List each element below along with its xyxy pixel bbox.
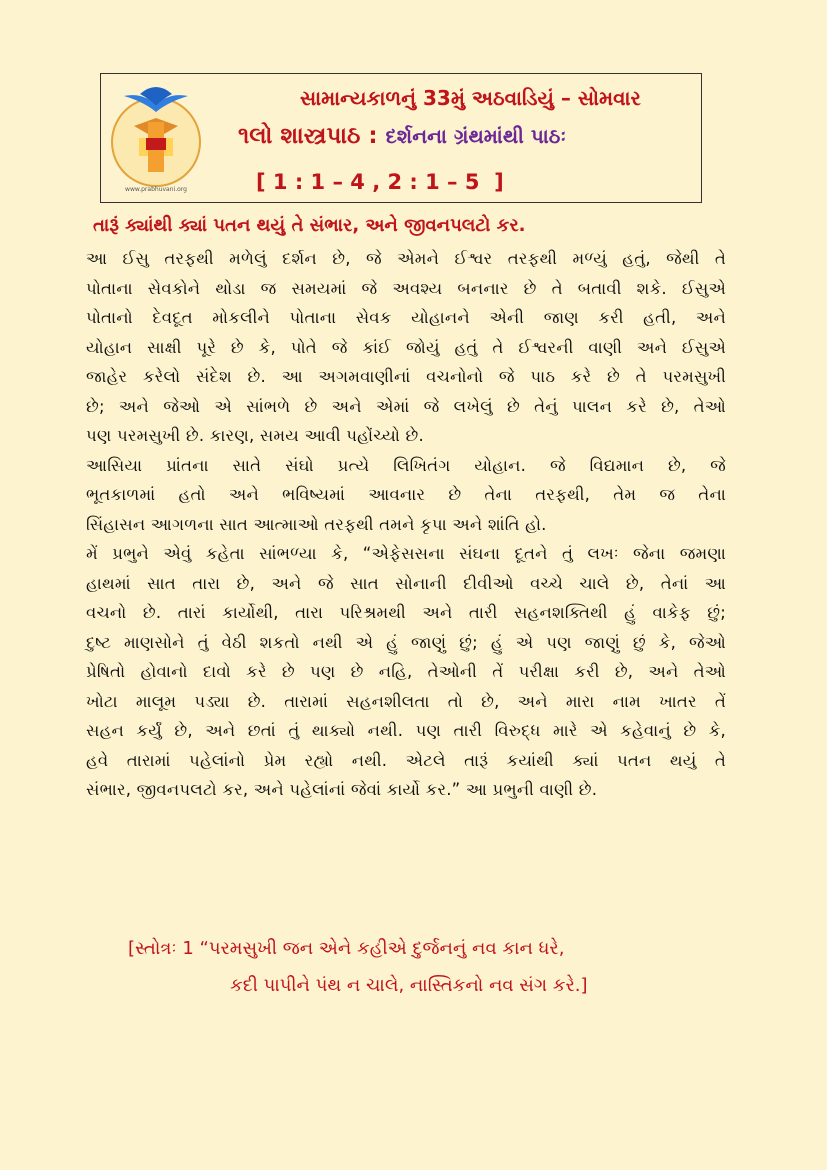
text-line: પણ પરમસુખી છે. કારણ, સમય આવી પહોંચ્યો છે.	[86, 426, 424, 445]
text-line: આ ઈસુ તરફથી મળેલું દર્શન છે, જે એમને ઈશ્વર તરફથી મળ્યું હતું, જેથી તે	[86, 249, 726, 268]
text-line: પોતાનો દેવદૂત મોકલીને પોતાના સેવક યોહાનને એની જાણ કરી હતી, અને	[86, 308, 726, 327]
psalm-line-1: [સ્તોત્રઃ 1 “પરમસુખી જન એને કહીએ દુર્જનનું નવ કાન ધરે,	[128, 938, 565, 959]
reading-body	[86, 244, 726, 805]
text-line: પોતાના સેવકોને થોડા જ સમયમાં જે અવશ્ય બનનાર છે તે બતાવી શકે. ઈસુએ	[86, 278, 726, 298]
text-line: હવે તારામાં પહેલાંનો પ્રેમ રહ્યો નથી. એટલે તારૂં કયાંથી ક્યાં પતન થયું તે	[86, 750, 726, 770]
logo-url-text: www.prabhuvani.org	[125, 186, 187, 193]
text-line: પ્રેષિતો હોવાનો દાવો કરે છે પણ છે નહિ, તેઓની તેં પરીક્ષા કરી છે, અને તેઓ	[86, 662, 726, 681]
text-line: સહન કર્યું છે, અને છતાં તું થાક્યો નથી. પણ તારી વિરુદ્ધ મારે એ કહેવાનું છે કે,	[86, 721, 726, 740]
text-line: દુષ્ટ માણસોને તું વેઠી શકતો નથી એ હું જાણું છું; હું એ પણ જાણું છું કે, જેઓ	[86, 632, 726, 652]
text-line: હાથમાં સાત તારા છે, અને જે સાત સોનાની દીવીઓ વચ્ચે ચાલે છે, તેનાં આ	[86, 573, 726, 593]
lead-line: તારૂં ક્યાંથી ક્યાં પતન થયું તે સંભાર, અને જીવનપલટો કર.	[93, 215, 526, 236]
text-line: ભૂતકાળમાં હતો અને ભવિષ્યમાં આવનાર છે તેના તરફથી, તેમ જ તેના	[86, 485, 726, 504]
text-line: આસિયા પ્રાંતના સાતે સંઘો પ્રત્યે લિખિતંગ યોહાન. જે વિદ્યમાન છે, જે	[86, 455, 726, 475]
text-line: જાહેર કરેલો સંદેશ છે. આ અગમવાણીનાં વચનોનો જે પાઠ કરે છે તે પરમસુખી	[86, 367, 726, 386]
reading-source: દર્શનના ગ્રંથમાંથી પાઠઃ	[385, 124, 567, 148]
psalm-response	[128, 930, 588, 1004]
text-line: છે; અને જેઓ એ સાંભળે છે અને એમાં જે લખેલું છે તેનું પાલન કરે છે, તેઓ	[86, 396, 726, 416]
text-line: ખોટા માલૂમ પડ્યા છે. તારામાં સહનશીલતા તો છે, અને મારા નામ ખાતર તેં	[86, 691, 726, 711]
text-line: સંભાર, જીવનપલટો કર, અને પહેલાંનાં જેવાં કાર્યો કર.” આ પ્રભુની વાણી છે.	[86, 780, 598, 799]
reading-heading	[238, 123, 566, 149]
scripture-reference: [ 1 : 1 – 4 , 2 : 1 – 5 ]	[256, 170, 504, 194]
psalm-line-2: કદી પાપીને પંથ ન ચાલે, નાસ્તિકનો નવ સંગ કરે.]	[230, 975, 588, 996]
text-line: સિંહાસન આગળના સાત આત્માઓ તરફથી તમને કૃપા અને શાંતિ હો.	[86, 514, 547, 534]
reading-label: ૧લો શાસ્ત્રપાઠ :	[238, 123, 378, 149]
prabhuvani-logo	[104, 76, 218, 200]
page-title: સામાન્યકાળનું 33મું અઠવાડિયું – સોમવાર	[300, 86, 641, 110]
text-line: મેં પ્રભુને એવું કહેતા સાંભળ્યા કે, “એફેસસના સંઘના દૂતને તું લખઃ જેના જમણા	[86, 544, 726, 563]
text-line: યોહાન સાક્ષી પૂરે છે કે, પોતે જે કાંઈ જોયું હતું તે ઈશ્વરની વાણી અને ઈસુએ	[86, 337, 726, 357]
text-line: વચનો છે. તારાં કાર્યોથી, તારા પરિશ્રમથી અને તારી સહનશક્તિથી હું વાકેફ છું;	[86, 603, 726, 622]
